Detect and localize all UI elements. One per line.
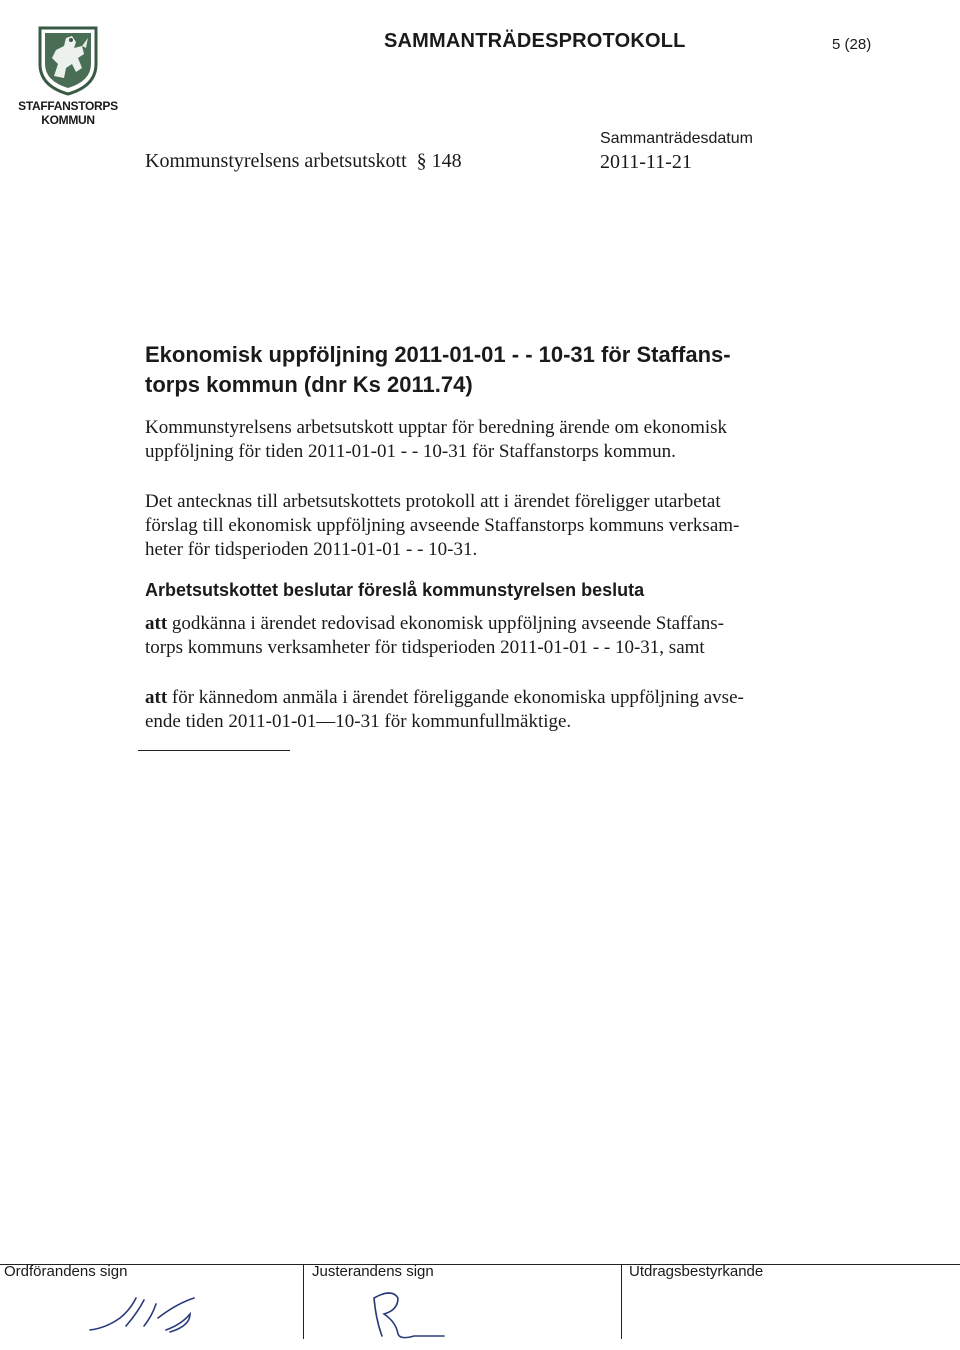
- decision-clause-1: [145, 612, 825, 660]
- extract-certification-label: Utdragsbestyrkande: [629, 1263, 764, 1280]
- decision-clause-2-line-1: för kännedom anmäla i ärendet föreliggande ekonomiska uppföljning avse-: [171, 687, 744, 708]
- chair-signature: [86, 1290, 206, 1340]
- matter-heading-line-2: torps kommun (dnr Ks 2011.74): [145, 372, 473, 397]
- footer-column-divider-2: [621, 1264, 622, 1339]
- minutes-note-line-2: förslag till ekonomisk uppföljning avseende Staffanstorps kommuns verksam-: [145, 515, 740, 536]
- decision-clause-1-att: att: [145, 613, 168, 634]
- section-end-rule: [138, 750, 290, 751]
- committee-name: Kommunstyrelsens arbetsutskott: [145, 150, 407, 172]
- matter-heading-line-1: Ekonomisk uppföljning 2011-01-01 - - 10-31 för Staffans-: [145, 342, 731, 367]
- committee-line: [145, 150, 462, 173]
- decision-clause-1-line-1: godkänna i ärendet redovisad ekonomisk uppföljning avseende Staffans-: [171, 613, 724, 634]
- page-number: 5 (28): [832, 36, 872, 53]
- intro-paragraph: [145, 416, 825, 464]
- matter-heading: [145, 340, 785, 400]
- decision-clause-2-line-2: ende tiden 2011-01-01—10-31 för kommunfullmäktige.: [145, 711, 572, 732]
- footer-column-divider-1: [303, 1264, 304, 1339]
- document-title: SAMMANTRÄDESPROTOKOLL: [384, 30, 686, 52]
- intro-paragraph-line-1: Kommunstyrelsens arbetsutskott upptar för beredning ärende om ekonomisk: [145, 417, 728, 438]
- municipality-name: [18, 99, 118, 127]
- minutes-note-paragraph: [145, 490, 825, 562]
- adjuster-sign-label: Justerandens sign: [312, 1263, 434, 1280]
- decision-heading: Arbetsutskottet beslutar föreslå kommunstyrelsen besluta: [145, 580, 645, 600]
- municipality-name-line-2: KOMMUN: [41, 113, 95, 127]
- minutes-note-line-1: Det antecknas till arbetsutskottets protokoll att i ärendet föreligger utarbetat: [145, 491, 721, 512]
- municipal-crest-logo: [36, 24, 100, 96]
- chair-sign-label: Ordförandens sign: [4, 1263, 128, 1280]
- decision-clause-2-att: att: [145, 687, 168, 708]
- footer-divider: [0, 1264, 960, 1265]
- minutes-note-line-3: heter för tidsperioden 2011-01-01 - - 10-31.: [145, 539, 478, 560]
- municipality-name-line-1: STAFFANSTORPS: [18, 99, 118, 113]
- decision-clause-2: [145, 686, 825, 734]
- adjuster-signature: [352, 1280, 452, 1340]
- meeting-date-value: 2011-11-21: [600, 151, 692, 173]
- intro-paragraph-line-2: uppföljning för tiden 2011-01-01 - - 10-31 för Staffanstorps kommun.: [145, 441, 676, 462]
- section-number: § 148: [416, 150, 462, 172]
- meeting-date-label: Sammanträdesdatum: [600, 130, 753, 147]
- decision-clause-1-line-2: torps kommuns verksamheter för tidsperioden 2011-01-01 - - 10-31, samt: [145, 637, 705, 658]
